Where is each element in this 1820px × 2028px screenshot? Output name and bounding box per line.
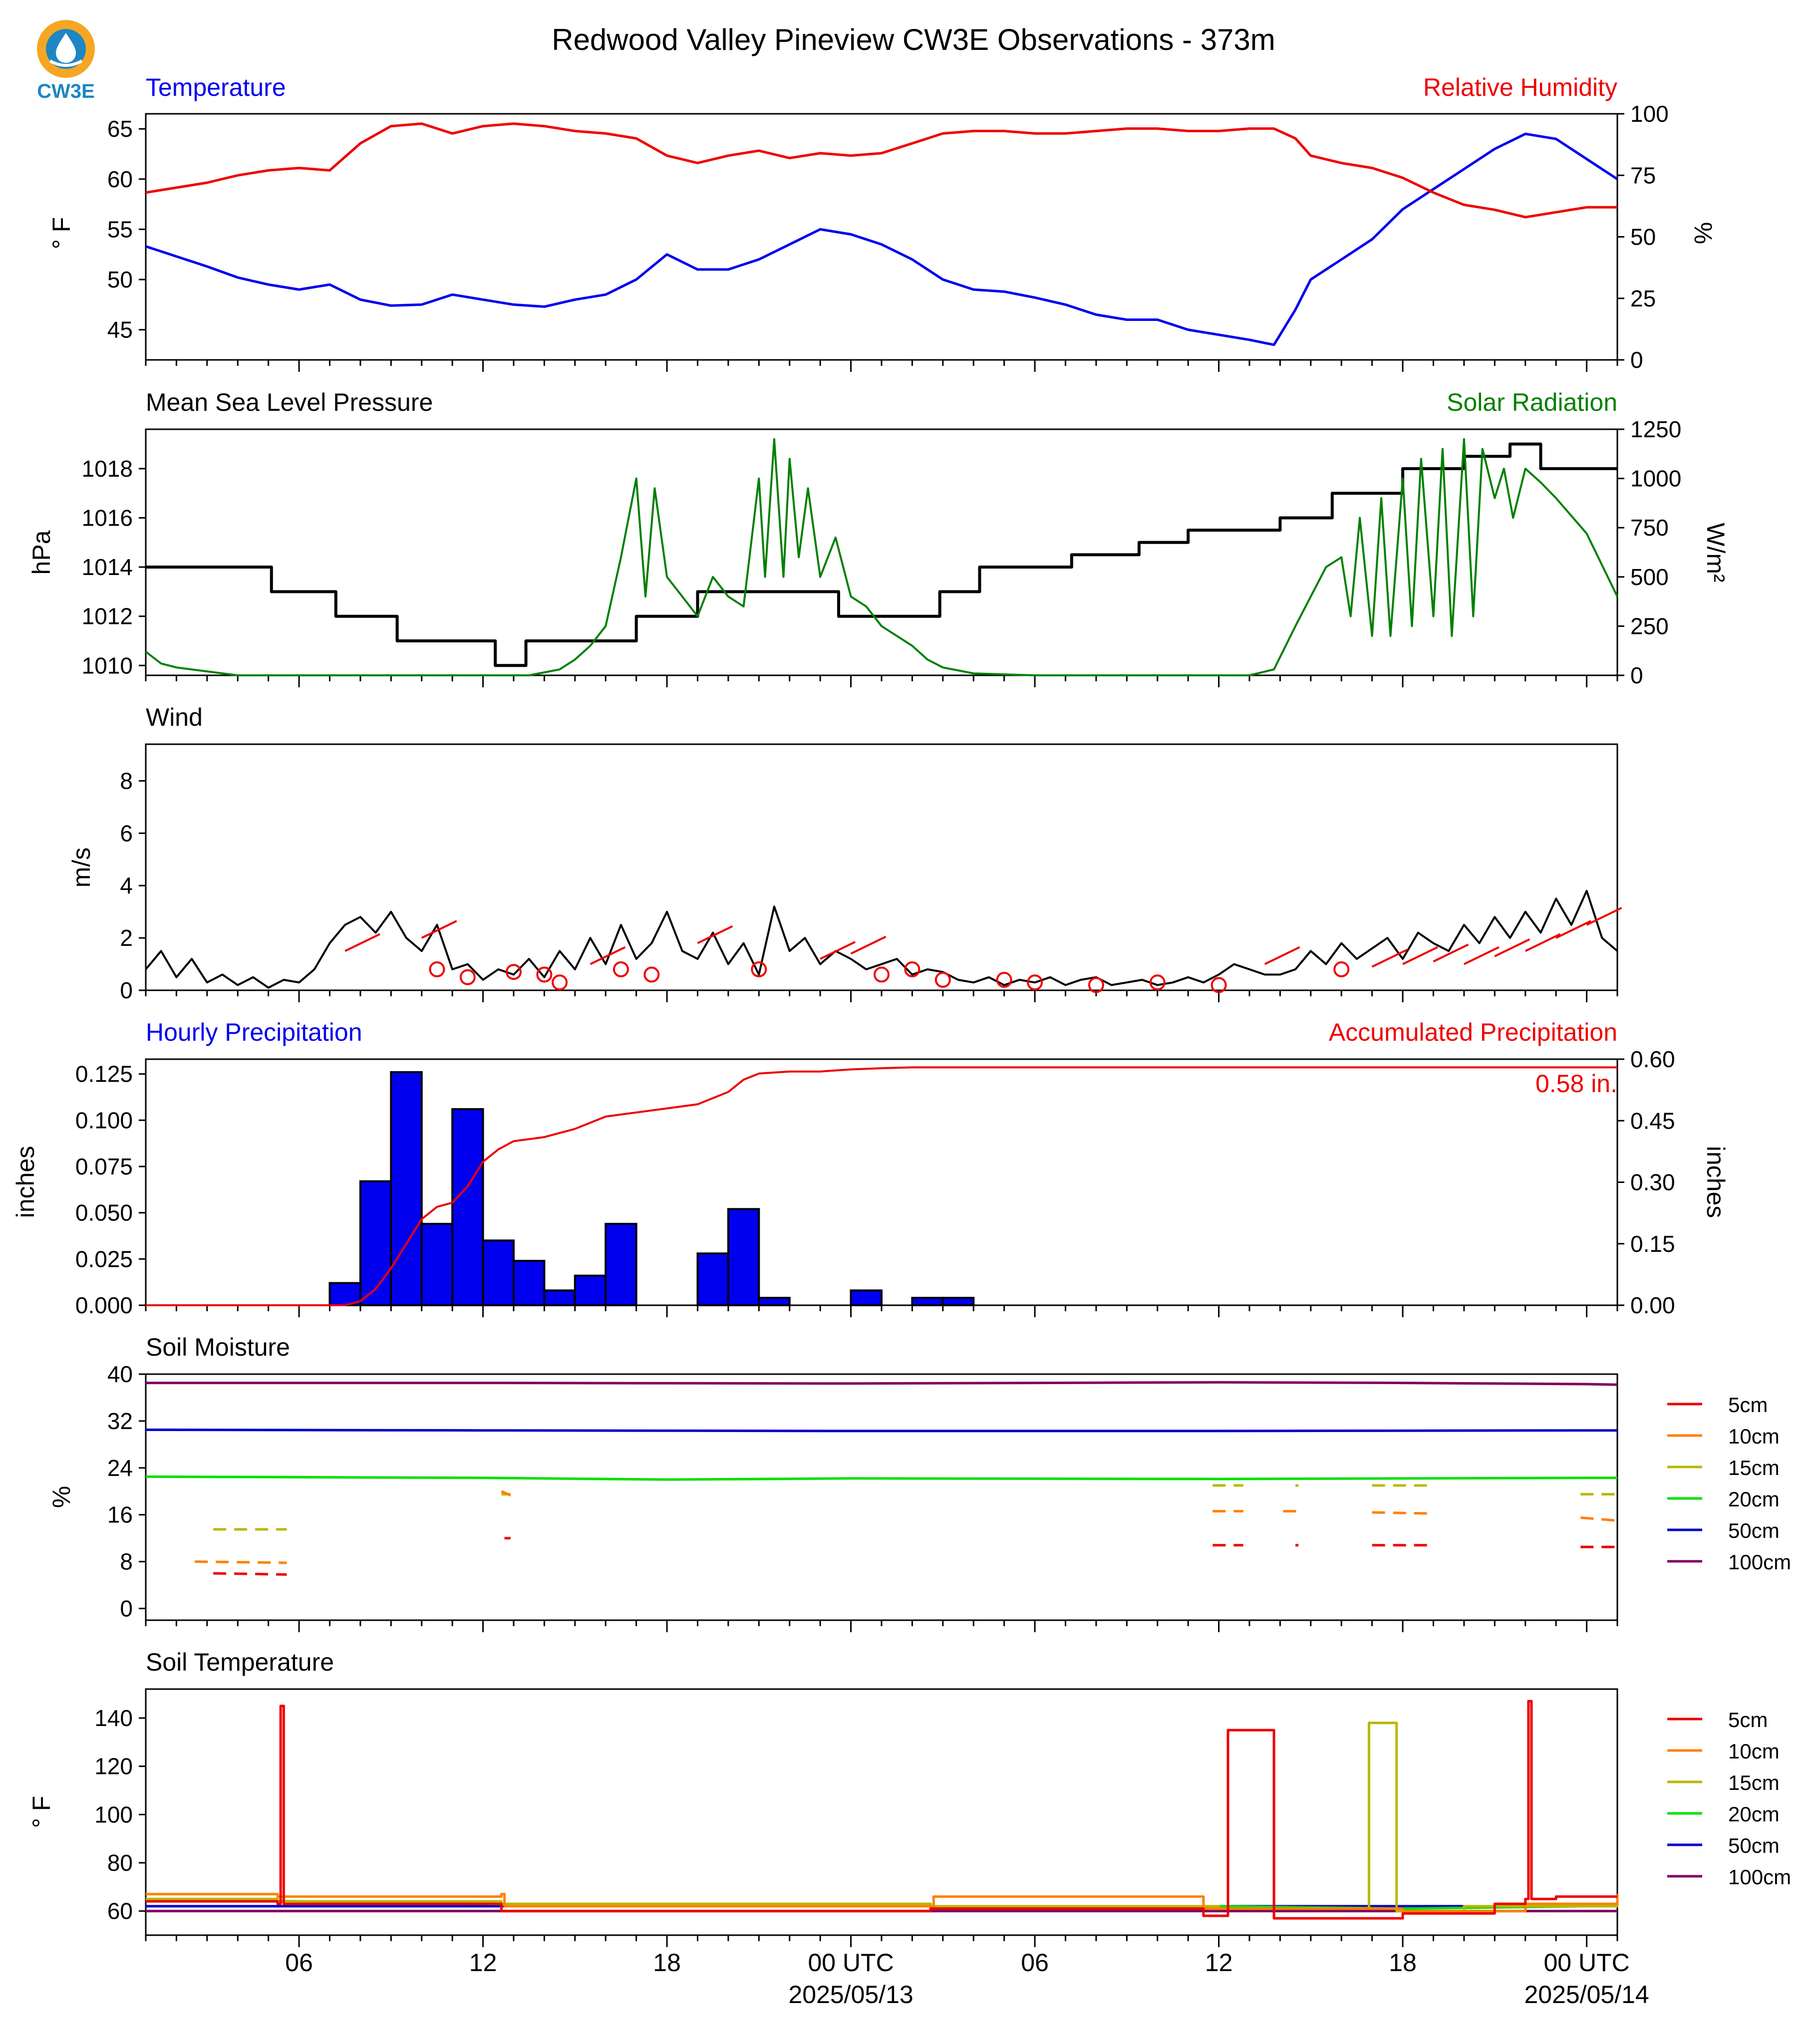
accum-precip-panel-title: Accumulated Precipitation (1328, 1018, 1617, 1046)
hourly-precip-bar (606, 1224, 636, 1305)
x-tick-label: 00 UTC (808, 1949, 894, 1977)
left-ytick-label: 1018 (81, 455, 133, 482)
hourly-precip-bar (851, 1290, 882, 1305)
hourly-precip-bar (544, 1290, 575, 1305)
temperature-axis-label: ° F (47, 217, 75, 250)
legend-label-100cm: 100cm (1728, 1865, 1792, 1889)
hourly-precip-axis-label: inches (11, 1146, 39, 1218)
x-tick-label: 12 (1205, 1949, 1233, 1977)
wind-axis-label: m/s (67, 847, 95, 888)
wind-panel-title: Wind (146, 703, 203, 731)
hourly-precip-bar (728, 1209, 759, 1305)
hourly-precip-bar (452, 1109, 483, 1305)
legend-label-15cm: 15cm (1728, 1456, 1780, 1479)
soil-temperature-axis-label: ° F (27, 1795, 55, 1828)
left-ytick-label: 24 (107, 1454, 133, 1481)
left-ytick-label: 1012 (81, 603, 133, 629)
left-ytick-label: 1014 (81, 554, 133, 580)
right-ytick-label: 0 (1630, 347, 1643, 373)
humidity-axis-label: % (1689, 222, 1717, 245)
x-tick-label: 12 (469, 1949, 497, 1977)
legend-label-10cm: 10cm (1728, 1739, 1780, 1763)
right-ytick-label: 500 (1630, 564, 1669, 590)
left-ytick-label: 140 (94, 1705, 133, 1731)
soil-moisture-panel-title: Soil Moisture (146, 1333, 290, 1361)
left-ytick-label: 8 (120, 768, 133, 794)
left-ytick-label: 1016 (81, 505, 133, 531)
hourly-precip-bar (514, 1261, 544, 1305)
hourly-precip-bar (391, 1072, 421, 1305)
10cm-soil-moisture-segment (1372, 1512, 1434, 1513)
legend-label-5cm: 5cm (1728, 1708, 1768, 1732)
left-ytick-label: 100 (94, 1801, 133, 1828)
x-tick-label: 06 (285, 1949, 313, 1977)
left-ytick-label: 16 (107, 1501, 133, 1528)
left-ytick-label: 60 (107, 166, 133, 192)
right-ytick-label: 750 (1630, 515, 1669, 541)
right-ytick-label: 1250 (1630, 416, 1682, 442)
right-ytick-label: 75 (1630, 162, 1656, 189)
soil-moisture-axis-label: % (47, 1485, 75, 1508)
pressure-panel-title: Mean Sea Level Pressure (146, 388, 433, 416)
soil-temperature-panel-title: Soil Temperature (146, 1648, 334, 1676)
hourly-precip-bar (483, 1240, 514, 1305)
left-ytick-label: 55 (107, 216, 133, 243)
logo-text: CW3E (37, 80, 95, 102)
left-ytick-label: 8 (120, 1548, 133, 1575)
left-ytick-label: 1010 (81, 652, 133, 679)
cw3e-logo (37, 20, 95, 102)
hourly-precip-bar (422, 1224, 452, 1305)
left-ytick-label: 32 (107, 1408, 133, 1434)
temperature-panel-title: Temperature (146, 73, 286, 101)
left-ytick-label: 65 (107, 116, 133, 142)
figure-title: Redwood Valley Pineview CW3E Observations - 373m (552, 23, 1275, 56)
x-tick-label: 18 (1389, 1949, 1417, 1977)
right-ytick-label: 1000 (1630, 465, 1682, 492)
left-ytick-label: 0 (120, 977, 133, 1003)
accum-precip-axis-label: inches (1702, 1146, 1730, 1218)
right-ytick-label: 250 (1630, 613, 1669, 639)
left-ytick-label: 50 (107, 267, 133, 293)
left-ytick-label: 0.025 (75, 1246, 133, 1272)
hourly-precip-bar (912, 1298, 942, 1305)
hourly-precip-panel-title: Hourly Precipitation (146, 1018, 362, 1046)
right-ytick-label: 0 (1630, 662, 1643, 688)
solar-axis-label: W/m² (1702, 523, 1730, 582)
left-ytick-label: 4 (120, 872, 133, 899)
left-ytick-label: 45 (107, 316, 133, 343)
humidity-panel-title: Relative Humidity (1423, 73, 1617, 101)
left-ytick-label: 0 (120, 1595, 133, 1622)
hourly-precip-bar (575, 1276, 606, 1305)
hourly-precip-bar (360, 1181, 391, 1305)
left-ytick-label: 0.100 (75, 1107, 133, 1134)
50cm-soil-moisture-line (146, 1430, 1617, 1431)
legend-label-20cm: 20cm (1728, 1487, 1780, 1511)
left-ytick-label: 0.000 (75, 1292, 133, 1318)
right-ytick-label: 0.45 (1630, 1108, 1675, 1134)
left-ytick-label: 80 (107, 1850, 133, 1876)
pressure-axis-label: hPa (27, 530, 55, 575)
hourly-precip-bar (943, 1298, 973, 1305)
legend-label-20cm: 20cm (1728, 1802, 1780, 1826)
left-ytick-label: 40 (107, 1361, 133, 1387)
x-date-label: 2025/05/14 (1524, 1981, 1649, 2009)
right-ytick-label: 0.00 (1630, 1292, 1675, 1318)
solar-panel-title: Solar Radiation (1447, 388, 1617, 416)
hourly-precip-bar (698, 1253, 728, 1305)
left-ytick-label: 0.125 (75, 1061, 133, 1087)
right-ytick-label: 100 (1630, 101, 1669, 127)
left-ytick-label: 60 (107, 1898, 133, 1924)
x-date-label: 2025/05/13 (788, 1981, 913, 2009)
left-ytick-label: 0.050 (75, 1199, 133, 1226)
legend-label-5cm: 5cm (1728, 1393, 1768, 1417)
legend-label-100cm: 100cm (1728, 1550, 1792, 1574)
x-tick-label: 18 (653, 1949, 681, 1977)
legend-label-10cm: 10cm (1728, 1425, 1780, 1448)
x-tick-label: 06 (1021, 1949, 1049, 1977)
legend-label-50cm: 50cm (1728, 1519, 1780, 1542)
x-tick-label: 00 UTC (1543, 1949, 1630, 1977)
left-ytick-label: 6 (120, 820, 133, 847)
right-ytick-label: 0.30 (1630, 1169, 1675, 1195)
left-ytick-label: 120 (94, 1753, 133, 1779)
right-ytick-label: 0.15 (1630, 1230, 1675, 1257)
legend-label-15cm: 15cm (1728, 1771, 1780, 1794)
legend-label-50cm: 50cm (1728, 1834, 1780, 1857)
right-ytick-label: 0.60 (1630, 1046, 1675, 1072)
right-ytick-label: 50 (1630, 224, 1656, 250)
hourly-precip-bar (759, 1298, 789, 1305)
right-ytick-label: 25 (1630, 285, 1656, 311)
left-ytick-label: 2 (120, 925, 133, 951)
left-ytick-label: 0.075 (75, 1153, 133, 1179)
accum-total-label: 0.58 in. (1535, 1070, 1617, 1098)
